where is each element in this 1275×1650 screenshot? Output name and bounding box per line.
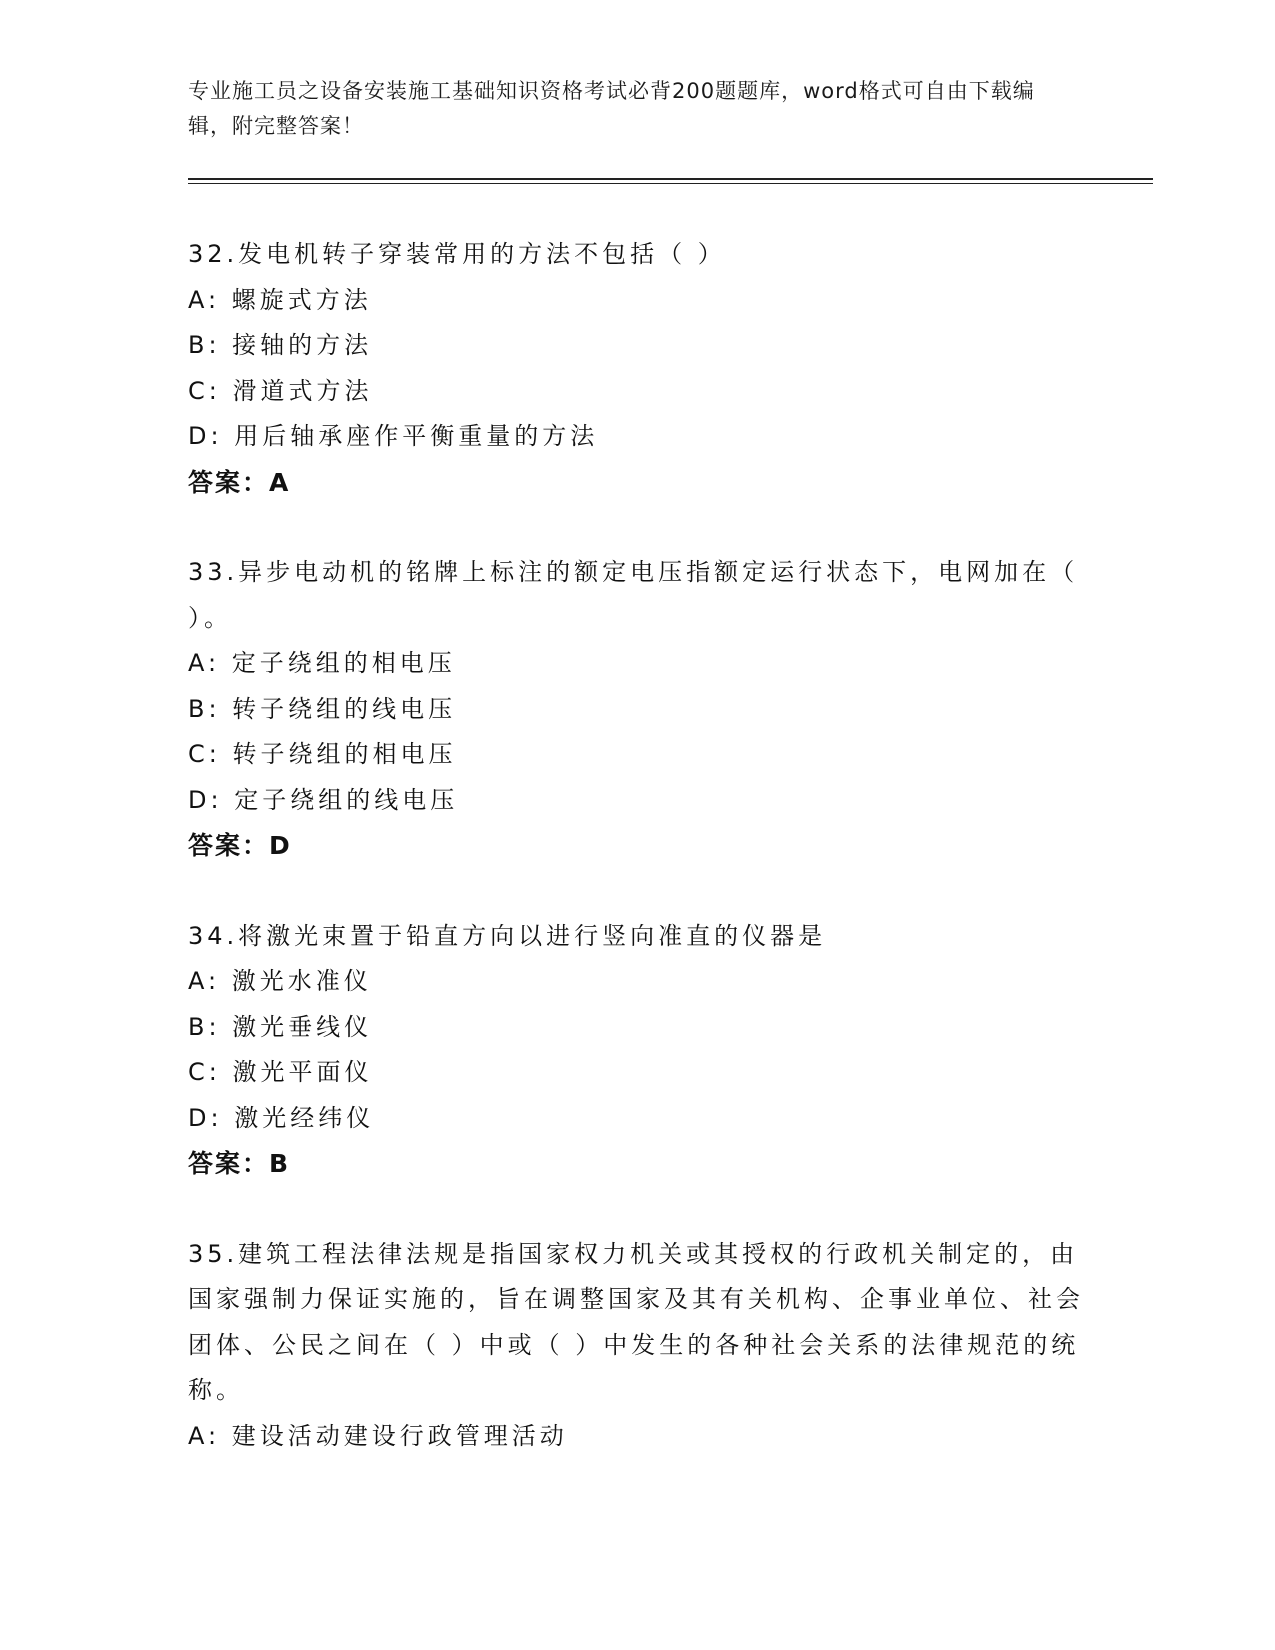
question-text: 34.将激光束置于铅直方向以进行竖向准直的仪器是 bbox=[188, 921, 827, 950]
option-b: B: 接轴的方法 bbox=[188, 331, 373, 359]
option-c: C: 激光平面仪 bbox=[188, 1058, 373, 1086]
question-text: 32.发电机转子穿装常用的方法不包括（ ） bbox=[188, 240, 726, 268]
question-34 bbox=[188, 914, 1088, 1187]
option-c: C: 滑道式方法 bbox=[188, 376, 373, 405]
question-text: 33.异步电动机的铭牌上标注的额定电压指额定运行状态下，电网加在（ ）。 bbox=[188, 558, 1079, 632]
answer-line: 答案：B bbox=[188, 1149, 291, 1178]
header-divider-thick bbox=[188, 178, 1153, 180]
document-header: 专业施工员之设备安装施工基础知识资格考试必背200题题库，word格式可自由下载编辑，附完整答案！ bbox=[188, 79, 1035, 138]
option-d: D: 激光经纬仪 bbox=[188, 1103, 375, 1132]
question-32 bbox=[188, 232, 1088, 505]
question-35 bbox=[188, 1232, 1088, 1460]
option-b: B: 转子绕组的线电压 bbox=[188, 694, 457, 723]
option-a: A: 激光水准仪 bbox=[188, 967, 372, 995]
option-d: D: 用后轴承座作平衡重量的方法 bbox=[188, 422, 599, 450]
option-a: A: 定子绕组的相电压 bbox=[188, 649, 456, 677]
question-text: 35.建筑工程法律法规是指国家权力机关或其授权的行政机关制定的，由国家强制力保证实施的，旨在调整国家及其有关机构、企事业单位、社会团体、公民之间在（ ）中或（ ）中发生的各种社会关系的法律规范的统称。 bbox=[188, 1239, 1084, 1404]
option-a: A: 螺旋式方法 bbox=[188, 285, 372, 314]
header-divider-thin bbox=[188, 183, 1153, 184]
question-list bbox=[188, 232, 1088, 1504]
answer-line: 答案：D bbox=[188, 831, 292, 860]
option-b: B: 激光垂线仪 bbox=[188, 1012, 373, 1041]
option-a: A: 建设活动建设行政管理活动 bbox=[188, 1421, 568, 1450]
question-33 bbox=[188, 550, 1088, 869]
option-c: C: 转子绕组的相电压 bbox=[188, 740, 457, 768]
answer-line: 答案：A bbox=[188, 467, 291, 497]
option-d: D: 定子绕组的线电压 bbox=[188, 785, 459, 814]
